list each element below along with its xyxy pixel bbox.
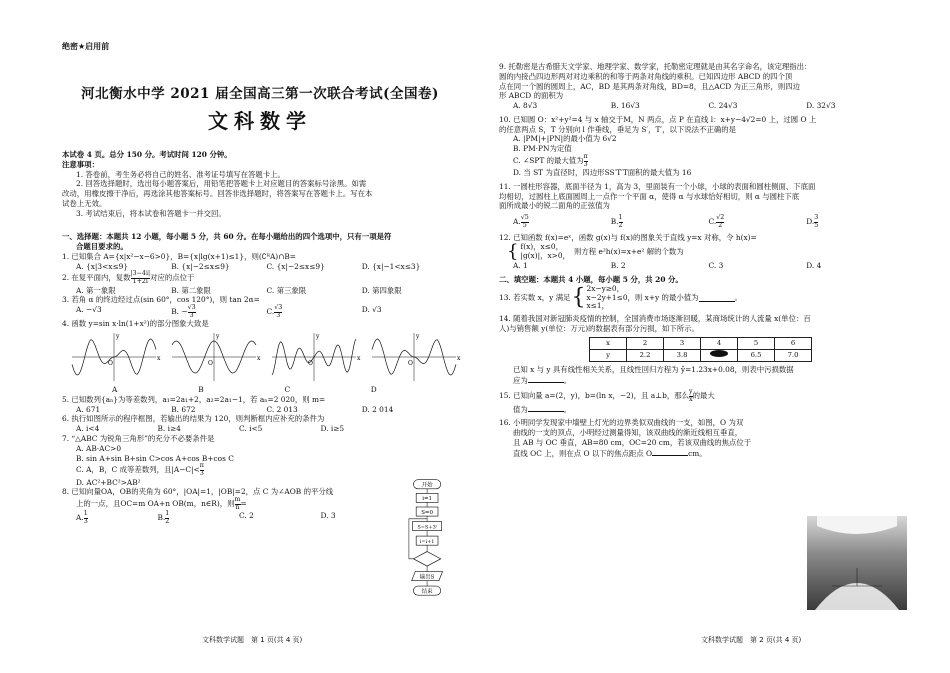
footer-page-2: 文科数学试题 第 2 页(共 4 页) — [701, 636, 802, 644]
y-axis-label: y — [316, 333, 320, 341]
q6-option-d: D. i≥5 — [320, 424, 345, 434]
q15-line-2: 值为 — [513, 404, 528, 414]
q8-b-label: B. — [157, 513, 166, 523]
note-2: 2. 回答选择题时，选出每小题答案后，用铅笔把答题卡上对应题目的答案标号涂黑。如需 — [76, 179, 367, 189]
q11-a-den: 5 — [522, 221, 527, 229]
q8-b-den: 2 — [165, 517, 170, 525]
secret-mark: 绝密★启用前 — [62, 42, 110, 51]
q13-post: 则 x+y 的最小值为 — [634, 293, 699, 303]
q14-answer-blank[interactable] — [528, 375, 564, 383]
q16-line-2: 曲线的一支的顶点，小明经过测量得知，该双曲线的渐近线相互垂直， — [513, 428, 743, 438]
q3-option-b — [171, 305, 266, 319]
q6-option-c: C. i<5 — [239, 424, 263, 434]
note-1: 1. 答卷前，考生务必将自己的姓名、准考证号填写在答题卡上。 — [76, 169, 285, 179]
note-3: 3. 考试结束后，将本试卷和答题卡一并交回。 — [76, 208, 226, 218]
summary: 本试卷 4 页。总分 150 分。考试时间 120 分钟。 — [62, 150, 232, 159]
table-cell: 5 — [738, 337, 775, 349]
q10-option-c — [499, 154, 904, 168]
q8-frac-den: n — [235, 503, 240, 511]
section-1-heading: 一、选择题：本题共 12 小题，每小题 5 分，共 60 分。在每小题给出的四个选项中，只有一项是符 — [62, 232, 392, 242]
q1-stem: 1. 已知集合 A={x|x²−x−6>0}，B={x|lg(x+1)≤1}，则(∁ᴿA)∩B= — [62, 251, 296, 261]
q11-b-num: 1 — [618, 214, 623, 222]
question-13: 13. 若实数 x，y 满足 { 2x−y≥0， x−2y+1≤0， x≤1， 则 x+y 的最小值为 。 — [499, 283, 742, 311]
section-2-heading: 二、填空题：本题共 4 小题，每小题 5 分，共 20 分。 — [499, 274, 683, 284]
q8-a-label: A. — [76, 513, 84, 523]
q16-line-1: 16. 小明同学发现家中墙壁上灯光的边界类似双曲线的一支，如图，O 为双 — [499, 418, 744, 428]
q4-graph-c — [272, 333, 361, 381]
q6-option-b: B. i≥4 — [157, 424, 181, 434]
question-11 — [499, 182, 904, 230]
q3-c-label: C. — [266, 307, 275, 317]
flow-init-i: i=1 — [422, 496, 432, 503]
table-row — [590, 337, 812, 349]
q13-case-3: x≤1， — [586, 301, 609, 311]
q4-label-a: A — [112, 385, 118, 395]
q11-option-a — [513, 215, 611, 229]
page-2-column — [499, 62, 904, 458]
q11-c-label: C. — [708, 217, 717, 227]
lamp-photo — [807, 516, 907, 610]
q9-option-a: A. 8√3 — [513, 101, 538, 111]
table-cell: 7.0 — [775, 349, 812, 361]
q11-a-num: √5 — [520, 214, 529, 222]
q2-fraction — [131, 271, 151, 285]
table-cell: 3 — [664, 337, 701, 349]
q4-graphs — [62, 331, 461, 383]
question-16 — [499, 418, 804, 458]
smudge-cell — [701, 349, 738, 361]
note-2-cont2: 试卷上无效。 — [62, 198, 107, 208]
q2-stem-end: 对应的点位于 — [150, 273, 195, 283]
q11-c-num: √2 — [716, 214, 725, 222]
q8-a-den: 3 — [83, 517, 88, 525]
q11-b-den: 2 — [618, 221, 623, 229]
q11-d-num: 3 — [814, 214, 819, 222]
question-15 — [499, 389, 804, 414]
q8-option-c: C. 2 — [239, 511, 254, 521]
flow-start: 开始 — [421, 482, 433, 489]
q15-end: 。 — [563, 404, 572, 414]
q7-option-d: D. AC²+BC²>AB² — [76, 477, 141, 487]
x-axis-label: x — [157, 355, 161, 363]
q3-option-c — [267, 305, 362, 319]
q4-stem: 4. 函数 y=sin x·ln(1+x²)的部分图象大致是 — [62, 319, 209, 329]
q13-case-1: 2x−y≥0， — [586, 283, 625, 293]
q16-end: cm。 — [688, 448, 707, 458]
q6-stem: 6. 执行如图所示的程序框图，若输出的结果为 120，则判断框内应补充的条件为 — [62, 414, 325, 424]
q11-line-2: 均相切，过圆柱上底面圆周上一点作一个平面 α，使得 α 与水球恰好相切，则 α 与圆柱下底 — [499, 191, 800, 201]
q3-b-num: √3 — [187, 304, 196, 312]
q12-case-2: |g(x)|，x>0， — [520, 251, 570, 261]
q3-option-a: A. −√3 — [76, 305, 102, 315]
q15-answer-blank[interactable] — [528, 404, 564, 412]
q11-a-label: A. — [513, 217, 521, 227]
origin-label: O — [408, 360, 413, 368]
q1-option-b: B. {x|−2≤x≤9} — [171, 261, 230, 271]
q10-c-den: 3 — [583, 160, 588, 168]
section-1-heading-cont: 合题目要求的。 — [76, 242, 128, 252]
flow-end: 结束 — [421, 588, 433, 595]
q11-option-d — [806, 215, 904, 229]
table-cell: x — [590, 337, 627, 349]
x-axis-label: x — [257, 355, 261, 363]
q13-answer-blank[interactable] — [699, 294, 735, 302]
q8-a-num: 1 — [83, 510, 88, 518]
q3-b-sign: B. − — [171, 307, 188, 317]
q7-option-c — [62, 463, 402, 477]
q9-line-1: 9. 托勒密是古希腊天文学家、地理学家、数学家，托勒密定理就是由其名字命名，该定理指出： — [499, 62, 812, 71]
q9-line-3: 点在同一个圆的圆周上，AC，BD 是其两条对角线，BD=8，且△ACD 为正三角形，则四边 — [499, 81, 801, 91]
q11-d-den: 5 — [814, 221, 819, 229]
q3-option-d: D. √3 — [361, 305, 382, 315]
exam-title: 河北衡水中学 2021 届全国高三第一次联合考试(全国卷) — [81, 86, 439, 102]
q8-option-b — [158, 511, 240, 525]
q9-option-c: C. 24√3 — [708, 101, 738, 111]
question-10 — [499, 115, 904, 178]
q2-option-a: A. 第一象限 — [76, 285, 116, 295]
q16-line-4: 直线 OC 上，则在点 O 以下的焦点距点 O — [513, 448, 653, 458]
q3-c-num: √3 — [274, 304, 283, 312]
q1-option-d: D. {x|−1<x≤3} — [361, 261, 421, 271]
x-axis-label: x — [457, 355, 461, 363]
q2-option-c: C. 第三象限 — [266, 285, 307, 295]
q11-c-den: 2 — [718, 221, 723, 229]
flow-accumulate: S=S+3ⁱ — [417, 524, 437, 531]
q2-num: |3−4i| — [130, 270, 151, 278]
ink-smudge-icon — [710, 350, 728, 357]
notes-title: 注意事项： — [62, 159, 99, 169]
q4-graph-a — [72, 333, 161, 381]
q16-line-3: 且 AB 与 OC 垂直，AB=80 cm，OC=20 cm，若该双曲线的焦点位于 — [513, 437, 752, 447]
flow-increment: i=i+1 — [419, 538, 435, 545]
q7-option-b: B. sin A+sin B+sin C>cos A+cos B+cos C — [76, 453, 234, 463]
q7-c-text: C. A，B，C 成等差数列，且|A−C|< — [76, 465, 200, 475]
q12-option-a: A. 1 — [513, 261, 528, 271]
q7-c-num: π — [199, 462, 204, 470]
table-cell: 6 — [775, 337, 812, 349]
y-axis-label: y — [116, 333, 120, 341]
q12-option-d: D. 4 — [806, 261, 822, 271]
q15-frac-num: y — [689, 388, 693, 396]
q5-option-d: D. 2 014 — [361, 404, 394, 414]
q13-case-2: x−2y+1≤0， — [586, 292, 635, 302]
q11-option-c — [709, 215, 807, 229]
flow-init-s: S=0 — [421, 509, 433, 516]
q6-option-a: A. i<4 — [76, 424, 100, 434]
q12-case-1: f(x)，x≤0， — [520, 242, 563, 252]
table-cell: 2.2 — [627, 349, 664, 361]
question-9 — [499, 62, 904, 111]
y-axis-label: y — [216, 333, 220, 341]
q11-line-3: 面所成最小的锐二面角的正弦值为 — [499, 201, 610, 211]
table-cell: 3.8 — [664, 349, 701, 361]
q14-line-4: 应为 — [513, 375, 528, 385]
q2-stem: 2. 在复平面内，复数 — [62, 273, 131, 283]
q4-label-d: D — [370, 385, 377, 395]
table-cell: 6.5 — [738, 349, 775, 361]
q10-option-a: A. |PM|+|PN|的最小值为 6√2 — [513, 134, 617, 144]
q8-b-num: 1 — [165, 510, 170, 518]
q7-stem: 7. “△ABC 为锐角三角形”的充分不必要条件是 — [62, 433, 215, 443]
q7-c-den: 3 — [199, 469, 204, 477]
q10-option-d: D. 当 ST 为直径时，四边形SS′T′T面积的最大值为 16 — [513, 168, 692, 178]
question-4 — [62, 319, 461, 395]
q11-option-b — [611, 215, 709, 229]
q9-line-2: 圆的内接凸四边形两对对边乘积的和等于两条对角线的乘积。已知四边形 ABCD 的四个顶 — [499, 71, 793, 81]
q5-stem: 5. 已知数列{aₙ}为等差数列，a₁=2a₁+2，a₂=2a₁−1，若 aₙ=2 020，则 m= — [62, 394, 326, 404]
footer-page-1: 文科数学试题 第 1 页(共 4 页) — [202, 636, 303, 644]
q10-c-text: C. ∠SPT 的最大值为 — [513, 156, 584, 165]
q4-graph-d — [372, 333, 461, 381]
q10-line-2: 的任意两点 S，T 分别向 l 作垂线，垂足为 S′，T′，以下说法不正确的是 — [499, 124, 737, 134]
question-12: 12. 已知函数 f(x)=eˣ，函数 g(x)与 f(x)的图象关于直线 y=x 对称，令 h(x)= { f(x)，x≤0， |g(x)|，x>0， 则方程 e²h(x)=x+e² 解的个数为 A. 1 B. 2 C. 3 D. 4 — [499, 233, 904, 271]
q11-d-label: D. — [806, 217, 815, 227]
q2-option-d: D. 第四象限 — [361, 285, 402, 295]
question-5 — [62, 395, 457, 415]
origin-label: O — [308, 360, 313, 368]
q10-option-b: B. PM·PN为定值 — [513, 144, 572, 154]
table-cell: y — [590, 349, 627, 361]
q13-pre: 13. 若实数 x，y 满足 — [499, 293, 571, 303]
q2-den: 1+2i — [132, 278, 148, 286]
q14-line-3: 已知 x 与 y 具有线性相关关系，且线性回归方程为 ŷ=1.23x+0.08，则表中污损数据 — [513, 364, 794, 374]
q14-line-1: 14. 随着我国对新冠肺炎疫情的控制，全国消费市场逐渐回暖，某商场统计的人流量 x(单位：百 — [499, 314, 811, 324]
q5-option-c: C. 2 013 — [266, 404, 298, 414]
subject-title: 文科数学 — [208, 109, 312, 133]
q12-option-c: C. 3 — [708, 261, 724, 271]
question-7 — [62, 434, 402, 487]
q4-label-b: B — [198, 385, 204, 395]
question-3 — [62, 295, 457, 319]
q8-option-a — [76, 511, 158, 525]
flow-output: 输出S — [419, 574, 435, 581]
table-row — [590, 349, 812, 361]
question-14 — [499, 314, 904, 385]
q3-c-den: 3 — [276, 311, 281, 319]
q8-option-d: D. 3 — [320, 511, 336, 521]
q15-line-1-end: 的最大 — [692, 391, 715, 401]
exam-info — [62, 150, 461, 525]
table-cell: 2 — [627, 337, 664, 349]
question-2 — [62, 271, 457, 295]
question-1 — [62, 252, 457, 272]
q4-graph-b — [172, 333, 261, 381]
flow-condition — [413, 552, 440, 567]
q4-graph-svg — [62, 331, 461, 383]
q16-answer-blank[interactable] — [652, 448, 688, 456]
q1-option-a: A. {x|3<x≤9} — [76, 261, 129, 271]
q10-c-num: π — [583, 152, 588, 160]
q14-end: 。 — [563, 375, 572, 385]
q10-line-1: 10. 已知圆 O：x²+y²=4 与 x 轴交于M，N 两点，点 P 在直线 l：x+y−4√2=0 上，过圆 O 上 — [499, 114, 817, 124]
q8-stem-end: = — [240, 499, 247, 509]
q14-data-table — [589, 337, 812, 362]
x-axis-label: x — [357, 355, 361, 363]
q11-b-label: B. — [610, 217, 619, 227]
note-2-cont: 改动，用橡皮擦干净后，再选涂其他答案标号。回答非选择题时，将答案写在答题卡上。写在本 — [62, 189, 373, 199]
question-6 — [62, 414, 402, 434]
q4-label-c: C — [284, 385, 291, 395]
q12-line-1: 12. 已知函数 f(x)=eˣ，函数 g(x)与 f(x)的图象关于直线 y=x 对称，令 h(x)= — [499, 233, 757, 243]
q8-stem-2: 上的一点，且OC=m OA+n OB(m，n∈R)，则 — [76, 499, 235, 509]
q14-line-2: 人)与销售额 y(单位：万元)的数据表有部分污损，如下所示。 — [499, 324, 699, 334]
flowchart — [408, 472, 448, 622]
origin-label: O — [208, 360, 213, 368]
q9-line-4: 形 ABCD 的面积为 — [499, 91, 564, 101]
question-8 — [62, 487, 402, 525]
q9-option-b: B. 16√3 — [610, 101, 640, 111]
q8-stem: 8. 已知向量OA，OB的夹角为 60°，|OA|=1，|OB|=2，点 C 为∠AOB 的平分线 — [62, 487, 334, 497]
table-cell: 4 — [701, 337, 738, 349]
q9-option-d: D. 32√3 — [806, 101, 836, 111]
q3-b-den: 3 — [189, 311, 194, 319]
q5-option-a: A. 671 — [76, 404, 101, 414]
page-2 — [475, 0, 950, 673]
origin-label: O — [108, 360, 113, 368]
q12-line-2: 则方程 e²h(x)=x+e² 解的个数为 — [573, 247, 684, 257]
q7-option-a: A. AB·AC>0 — [76, 443, 122, 453]
q8-frac-num: m — [234, 496, 241, 504]
q13-end: 。 — [734, 293, 742, 303]
y-axis-label: y — [416, 333, 420, 341]
q1-option-c: C. {x|−2≤x≤9} — [266, 261, 325, 271]
q3-stem: 3. 若角 α 的终边经过点(sin 60°，cos 120°)，则 tan 2α= — [62, 295, 260, 305]
q2-option-b: B. 第二象限 — [171, 285, 211, 295]
q11-line-1: 11. 一圆柱形容器，底面半径为 1，高为 3，里面装有一个小球，小球的表面和圆柱侧面、下底面 — [499, 181, 816, 191]
hyperbola-light-icon — [807, 516, 907, 610]
q15-line-1: 15. 已知向量 a=(2，y)，b=(ln x，−2)，且 a⊥b，那么 — [499, 391, 690, 401]
q15-frac-den: x — [689, 395, 693, 403]
q5-option-b: B. 672 — [171, 404, 196, 414]
q12-option-b: B. 2 — [610, 261, 626, 271]
